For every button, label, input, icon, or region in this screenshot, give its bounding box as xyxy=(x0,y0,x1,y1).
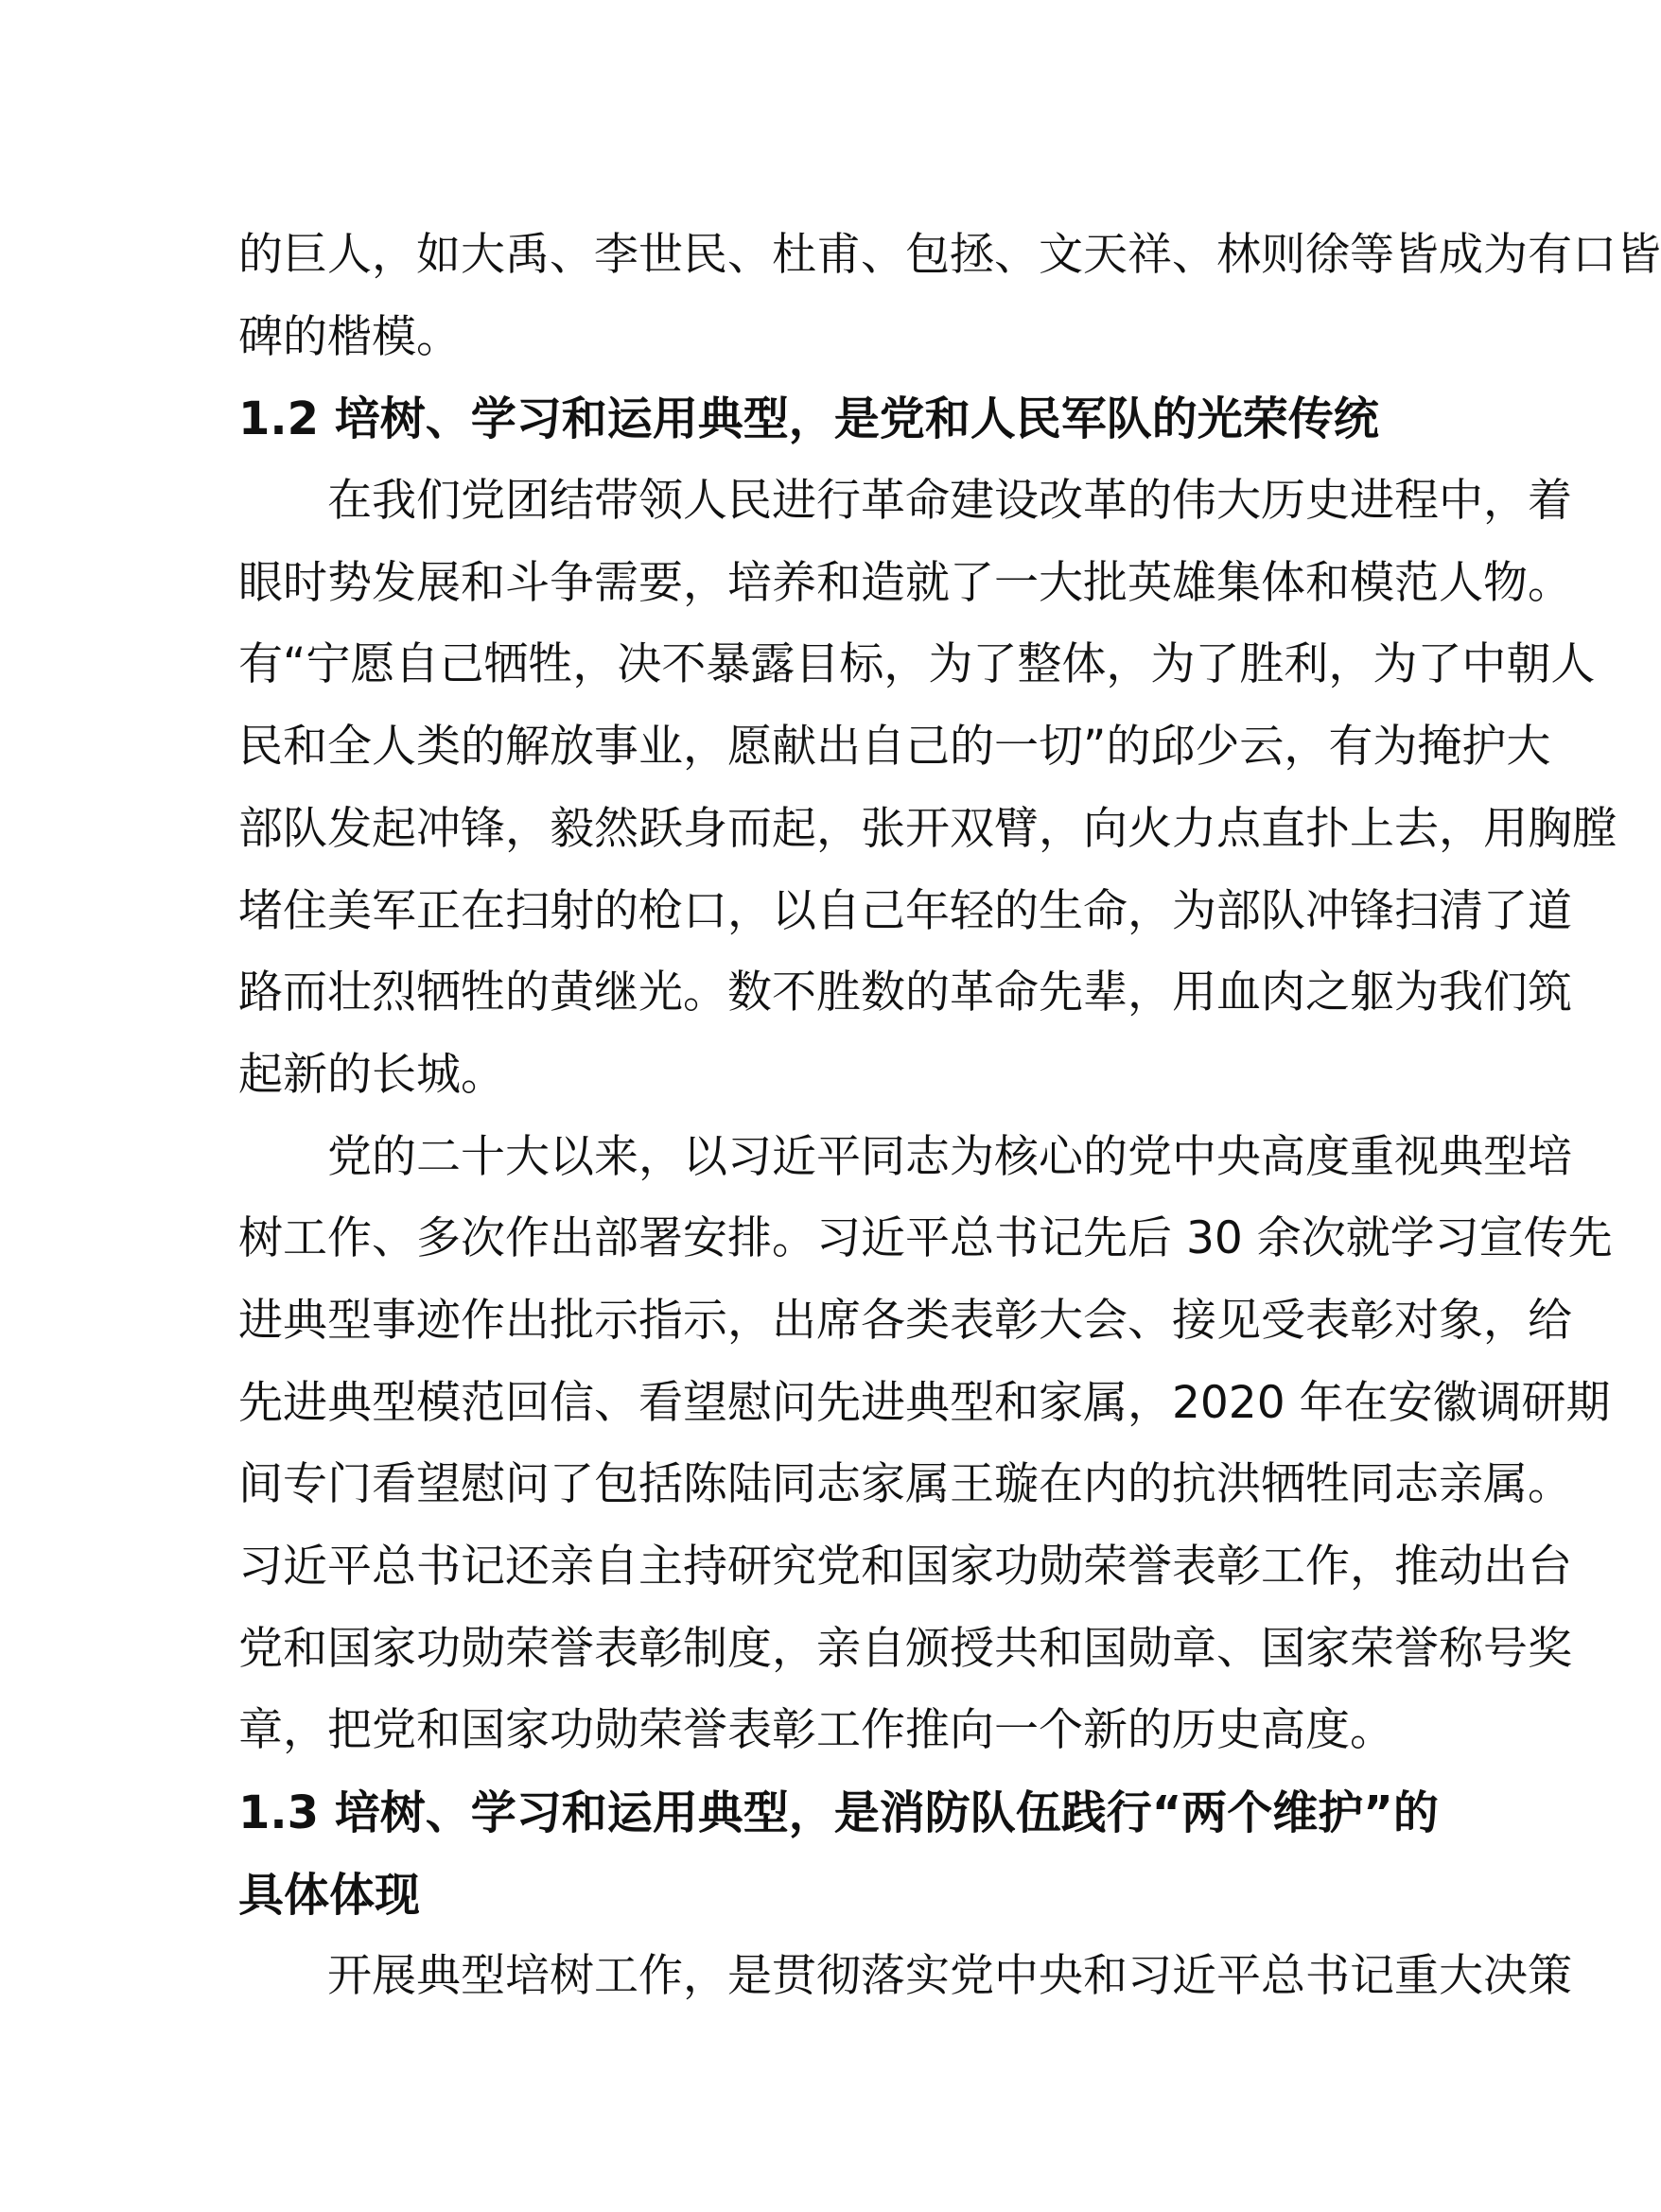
paragraph-line: 在我们党团结带领人民进行革命建设改革的伟大历史进程中，着 xyxy=(327,475,1572,528)
section-heading-line: 1.3 培树、学习和运用典型，是消防队伍践行“两个维护”的 xyxy=(238,1786,1439,1840)
paragraph-line: 党的二十大以来，以习近平同志为核心的党中央高度重视典型培 xyxy=(327,1130,1572,1183)
paragraph-line: 进典型事迹作出批示指示，出席各类表彰大会、接见受表彰对象，给 xyxy=(238,1294,1572,1347)
paragraph-line: 眼时势发展和斗争需要，培养和造就了一大批英雄集体和模范人物。 xyxy=(238,556,1572,609)
paragraph-line: 路而壮烈牺牲的黄继光。数不胜数的革命先辈，用血肉之躯为我们筑 xyxy=(238,967,1572,1019)
paragraph-line: 的巨人，如大禹、李世民、杜甫、包拯、文天祥、林则徐等皆成为有口皆 xyxy=(238,229,1661,281)
paragraph-line: 先进典型模范回信、看望慰问先进典型和家属，2020 年在安徽调研期 xyxy=(238,1376,1611,1429)
paragraph-line: 树工作、多次作出部署安排。习近平总书记先后 30 余次就学习宣传先 xyxy=(238,1212,1613,1265)
paragraph-line: 有“宁愿自己牺牲，决不暴露目标，为了整体，为了胜利，为了中朝人 xyxy=(238,638,1596,691)
paragraph-line: 党和国家功勋荣誉表彰制度，亲自颁授共和国勋章、国家荣誉称号奖 xyxy=(238,1622,1572,1675)
paragraph-line: 部队发起冲锋，毅然跃身而起，张开双臂，向火力点直扑上去，用胸膛 xyxy=(238,802,1617,855)
paragraph-line: 民和全人类的解放事业，愿献出自己的一切”的邱少云，有为掩护大 xyxy=(238,721,1551,774)
paragraph-line: 间专门看望慰问了包括陈陆同志家属王璇在内的抗洪牺牲同志亲属。 xyxy=(238,1458,1572,1511)
paragraph-line: 起新的长城。 xyxy=(238,1048,505,1101)
section-heading-line: 具体体现 xyxy=(238,1868,421,1922)
section-heading-line: 1.2 培树、学习和运用典型，是党和人民军队的光荣传统 xyxy=(238,392,1379,446)
document-body xyxy=(238,215,1661,2018)
paragraph-line: 堵住美军正在扫射的枪口，以自己年轻的生命，为部队冲锋扫清了道 xyxy=(238,884,1572,937)
paragraph-line: 碑的楷模。 xyxy=(238,310,461,363)
paragraph-line: 开展典型培树工作，是贯彻落实党中央和习近平总书记重大决策 xyxy=(327,1950,1572,2003)
paragraph-line: 章，把党和国家功勋荣誉表彰工作推向一个新的历史高度。 xyxy=(238,1704,1394,1757)
paragraph-line: 习近平总书记还亲自主持研究党和国家功勋荣誉表彰工作，推动出台 xyxy=(238,1541,1572,1593)
